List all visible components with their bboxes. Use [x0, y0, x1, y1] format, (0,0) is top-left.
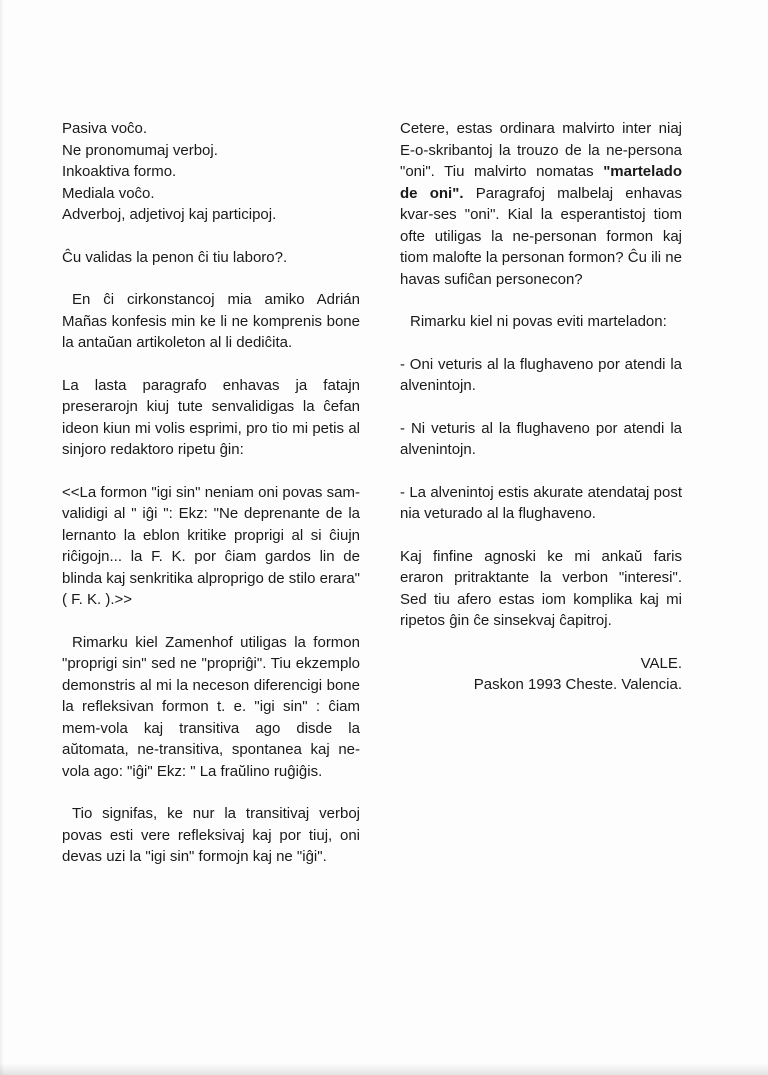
- paragraph: [400, 118, 682, 290]
- example-line: - Ni veturis al la flughaveno por atendi la alvenintojn.: [400, 419, 682, 458]
- right-column: [400, 118, 682, 696]
- topic-list: [62, 118, 360, 226]
- paragraph: Rimarku kiel Zamenhof utiligas la formon "proprigi sin" sed ne "propriĝi". Tiu ekzemplo demonstris al mi la neceson diferencigi bone la refleksivan formon t. e. "igi sin" : ĉiam mem-vola kaj transitiva ago disde la aŭtomata, ne-transitiva, spontanea kaj ne-vola ago: "iĝi" Ekz: " La fraŭlino ruĝiĝis.: [62, 633, 360, 780]
- topic-line: Ne pronomumaj verboj.: [62, 141, 218, 159]
- page-edge-shadow: [0, 0, 4, 1075]
- topic-line: Mediala voĉo.: [62, 184, 155, 202]
- question-line: Ĉu validas la penon ĉi tiu laboro?.: [62, 248, 288, 266]
- paragraph: Rimarku kiel ni povas eviti marteladon:: [410, 313, 667, 330]
- place-date: Paskon 1993 Cheste. Valencia.: [473, 676, 682, 693]
- paragraph: Kaj finfine agnoski ke mi ankaŭ faris eraron pritraktante la verbon "interesi". Sed tiu afero estas iom komplika kaj mi ripetos ĝin ĉe sinsekvaj ĉapitroj.: [400, 547, 682, 629]
- example-line: - Oni veturis al la flughaveno por atendi la alvenintojn.: [400, 355, 682, 394]
- paragraph: Tio signifas, ke nur la transitivaj verboj povas esti vere refleksivaj kaj por tiuj, oni devas uzi la "igi sin" formojn kaj ne "iĝi".: [62, 805, 360, 865]
- paragraph-text: Paragrafoj malbelaj enhavas kvar-ses "oni". Kial la esperantistoj tiom ofte utiligas la ne-personan formon kaj tiom malofte la personan formon? Ĉu ili ne havas sufiĉan personecon?: [400, 184, 682, 288]
- left-column: [62, 118, 360, 889]
- topic-line: Adverboj, adjetivoj kaj participoj.: [62, 206, 277, 223]
- paragraph: En ĉi cirkonstancoj mia amiko Adrián Mañas konfesis min ke li ne komprenis bone la antaŭan artikoleton al li dediĉita.: [62, 291, 360, 351]
- topic-line: Pasiva voĉo.: [62, 120, 148, 137]
- paragraph: La lasta paragrafo enhavas ja fatajn preseraroјn kiuj tute senvalidigas la ĉefan ideon kiun mi volis esprimi, pro tio mi petis al sinjoro redaktoro ripetu ĝin:: [62, 376, 360, 458]
- emphasis-text: "martelado de oni".: [400, 163, 682, 202]
- signoff: VALE.: [640, 654, 682, 672]
- quote-paragraph: <<La formon "igi sin" neniam oni povas sam-validigi al " iĝi ": Ekz: "Ne deprenante de la lernanto la eblon kritike proprigi al si ĉiujn riĉigojn... la F. K. por ĉiam gardos lin de blinda kaj senkritika alproprigo de stilo erara" ( F. K. ).>>: [62, 483, 360, 608]
- page-bottom-shadow: [0, 1063, 768, 1075]
- paragraph-text: Cetere, estas ordinara malvirto inter niaj E-o-skribantoj la trouzo de la ne-persona "oni". Tiu malvirto nomatas: [400, 120, 682, 180]
- example-line: - La alvenintoj estis akurate atendataj post nia veturado al la flughaveno.: [400, 483, 682, 522]
- topic-line: Inkoaktiva formo.: [62, 163, 177, 180]
